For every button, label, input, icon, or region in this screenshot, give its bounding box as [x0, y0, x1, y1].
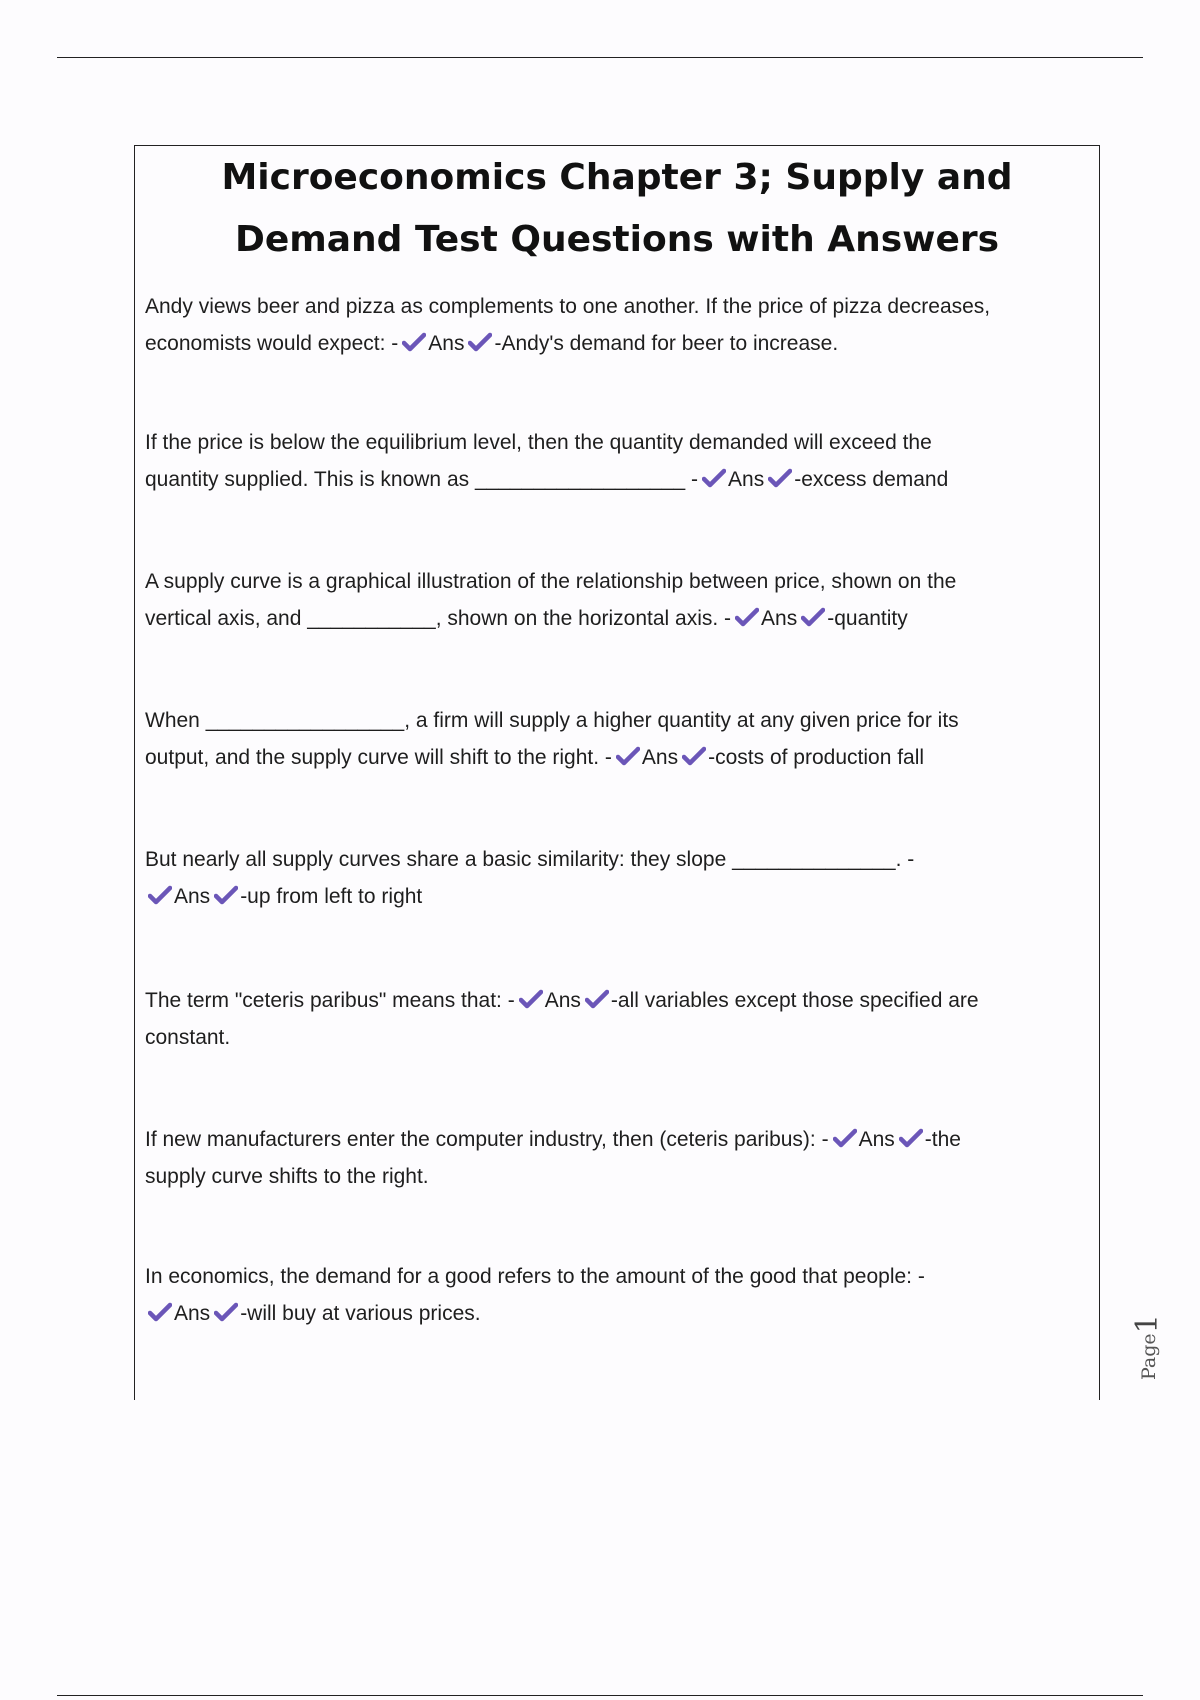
question-text: If the price is below the equilibrium level, then the quantity demanded will exceed the	[145, 431, 932, 454]
check-icon	[468, 332, 492, 352]
answer-marker: Ans	[641, 746, 679, 769]
page-label: Page	[1138, 1333, 1160, 1380]
question-text: output, and the supply curve will shift to the right. -	[145, 746, 612, 769]
answer-text: -excess demand	[794, 468, 949, 491]
check-icon	[801, 607, 825, 627]
check-icon	[214, 885, 238, 905]
qa-item-1	[145, 288, 1090, 362]
answer-text: -costs of production fall	[708, 746, 925, 769]
check-icon	[833, 1128, 857, 1148]
check-icon	[702, 468, 726, 488]
answer-text: -quantity	[827, 607, 908, 630]
check-icon	[402, 332, 426, 352]
qa-item-6	[145, 982, 1090, 1056]
check-icon	[768, 468, 792, 488]
question-text: Andy views beer and pizza as complements to one another. If the price of pizza decreases,	[145, 295, 991, 318]
answer-marker: Ans	[544, 989, 581, 1012]
question-text: The term "ceteris paribus" means that: -	[145, 989, 515, 1012]
qa-item-4	[145, 702, 1090, 776]
check-icon	[735, 607, 759, 627]
question-text: When _________________, a firm will supply a higher quantity at any given price for its	[145, 709, 959, 732]
check-icon	[585, 989, 609, 1009]
answer-text: -the	[924, 1128, 961, 1151]
check-icon	[214, 1302, 238, 1322]
question-text: quantity supplied. This is known as __________________ -	[145, 468, 699, 491]
answer-text: -up from left to right	[240, 885, 423, 908]
title-line-1: Microeconomics Chapter 3; Supply and	[221, 157, 1013, 198]
answer-marker: Ans	[174, 885, 211, 908]
qa-item-5	[145, 841, 1090, 915]
check-icon	[148, 885, 172, 905]
question-text: In economics, the demand for a good refers to the amount of the good that people: -	[145, 1265, 925, 1288]
answer-text: supply curve shifts to the right.	[145, 1165, 429, 1188]
qa-item-2	[145, 424, 1090, 498]
answer-text: -will buy at various prices.	[240, 1302, 481, 1325]
footer-rule	[57, 1695, 1143, 1696]
header-rule	[57, 57, 1143, 58]
answer-marker: Ans	[174, 1302, 211, 1325]
question-text: If new manufacturers enter the computer industry, then (ceteris paribus): -	[145, 1128, 829, 1151]
answer-text: constant.	[145, 1026, 231, 1049]
question-text: vertical axis, and ___________, shown on the horizontal axis. -	[145, 607, 732, 630]
answer-text: -Andy's demand for beer to increase.	[494, 332, 839, 355]
answer-marker: Ans	[761, 607, 798, 630]
qa-item-3	[145, 563, 1090, 637]
check-icon	[682, 746, 706, 766]
check-icon	[148, 1302, 172, 1322]
qa-item-8	[145, 1258, 1090, 1332]
check-icon	[519, 989, 543, 1009]
page-number-value: 1	[1130, 1314, 1165, 1334]
answer-text: -all variables except those specified are	[610, 989, 979, 1012]
qa-item-7	[145, 1121, 1090, 1195]
answer-marker: Ans	[858, 1128, 895, 1151]
question-text: But nearly all supply curves share a basic similarity: they slope ______________. -	[145, 848, 915, 871]
title-line-2: Demand Test Questions with Answers	[234, 219, 1000, 260]
question-text: economists would expect: -	[145, 332, 399, 355]
answer-marker: Ans	[728, 468, 765, 491]
check-icon	[616, 746, 640, 766]
question-text: A supply curve is a graphical illustration of the relationship between price, shown on the	[145, 570, 957, 593]
page-number	[1130, 1300, 1170, 1380]
document-title	[134, 147, 1100, 271]
answer-marker: Ans	[428, 332, 465, 355]
check-icon	[899, 1128, 923, 1148]
